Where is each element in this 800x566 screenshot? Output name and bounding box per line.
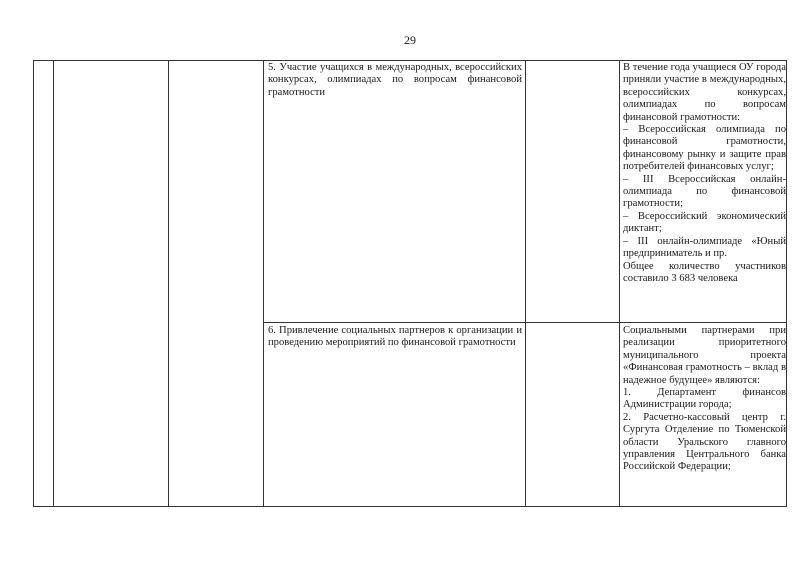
row-divider [263,322,786,323]
column-divider [619,61,620,506]
measure-text: 6. Привлечение социальных партнеров к организации и проведению мероприятий по финансовой грамотности [268,325,522,349]
column-divider [53,61,54,506]
column-divider [525,61,526,506]
result-line: – III Всероссийская онлайн-олимпиада по финансовой грамотности; [623,173,786,210]
result-line: 1. Департамент финансов Администрации города; [623,387,786,411]
table-row-1-measure [268,62,522,99]
page-number: 29 [404,33,416,47]
column-divider [168,61,169,506]
table-row-2-result [623,325,786,474]
column-divider [263,61,264,506]
result-line: Социальными партнерами при реализации приоритетного муниципального проекта «Финансовая грамотность – вклад в надежное будущее» являются: [623,325,786,386]
result-line: – Всероссийская олимпиада по финансовой грамотности, финансовому рынку и защите прав потребителей финансовых услуг; [623,124,786,173]
result-line: – III онлайн-олимпиаде «Юный предприниматель и пр. [623,235,786,260]
measure-text: 5. Участие учащихся в международных, всероссийских конкурсах, олимпиадах по вопросам финансовой грамотности [268,62,522,98]
result-line: Общее количество участников составило 3 683 человека [623,260,786,284]
table-row-2-measure [268,325,522,350]
result-line: В течение года учащиеся ОУ города приняли участие в международных, всероссийских конкурсах, олимпиадах по вопросам финансовой грамотности: [623,62,786,123]
results-table [33,60,787,507]
result-line: – Всероссийский экономический диктант; [623,210,786,235]
table-row-1-result [623,62,786,285]
result-line: 2. Расчетно-кассовый центр г. Сургута Отделение по Тюменской области Уральского главного управления Центрального банка Российской Федерации; [623,411,786,473]
